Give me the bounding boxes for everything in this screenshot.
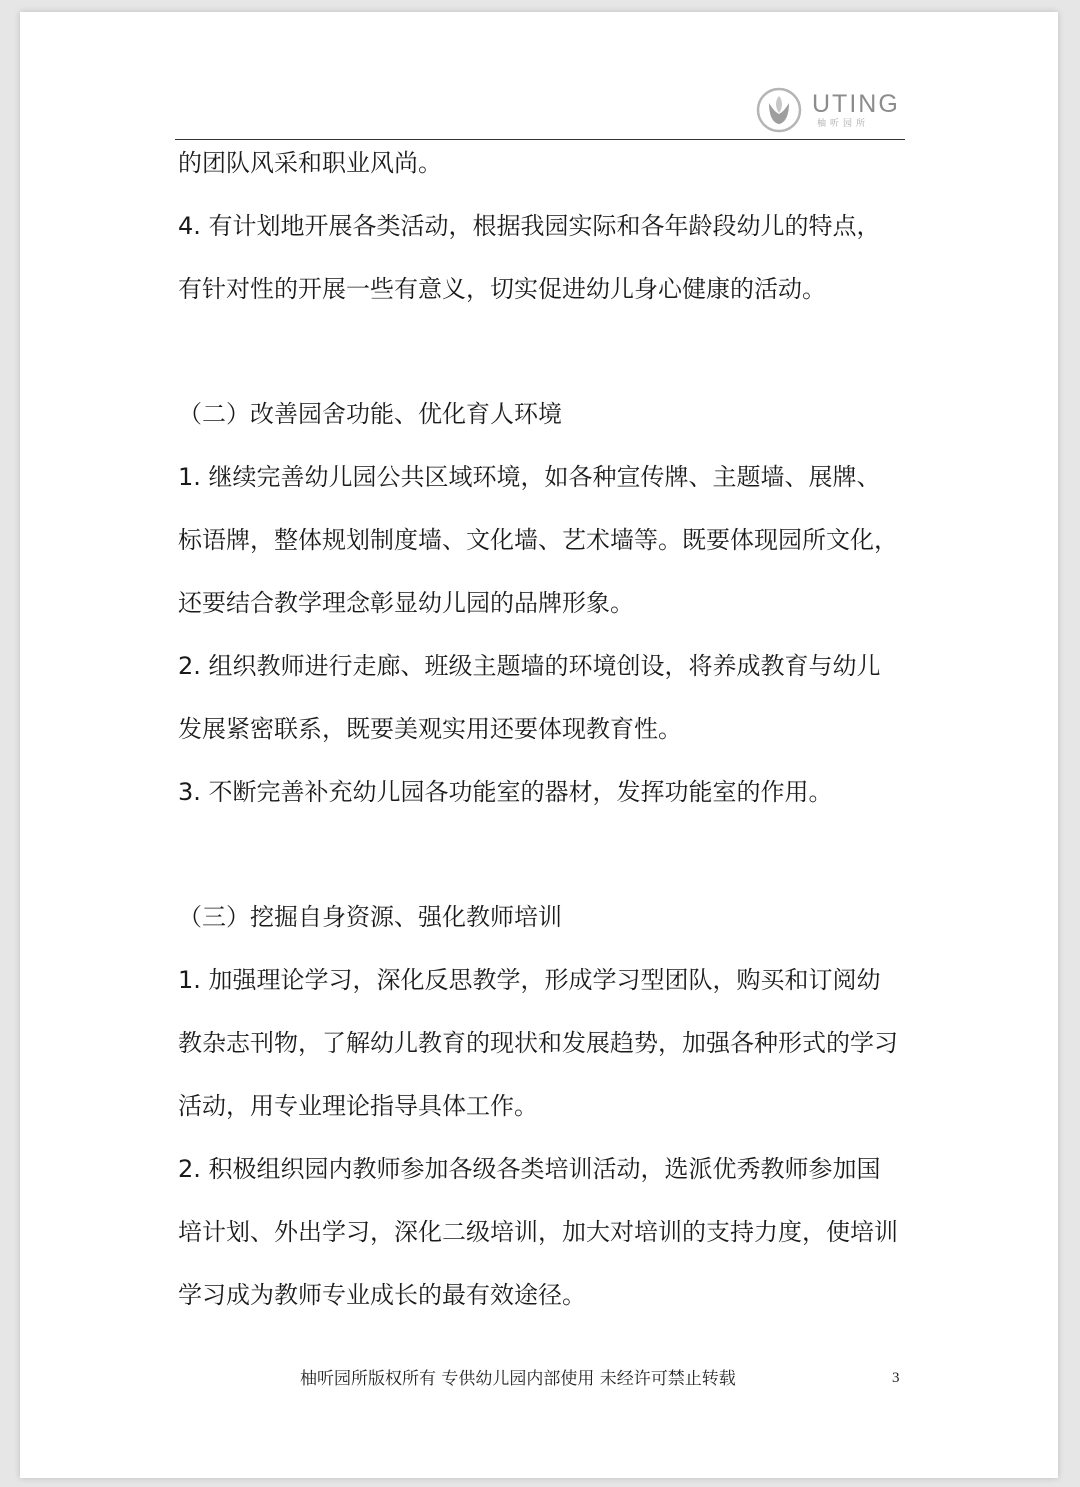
- paragraph-line: 教杂志刊物，了解幼儿教育的现状和发展趋势，加强各种形式的学习: [178, 1029, 898, 1057]
- leaf-logo-icon: [755, 86, 803, 134]
- logo: [755, 86, 905, 138]
- paragraph-line: 4. 有计划地开展各类活动，根据我园实际和各年龄段幼儿的特点，: [178, 212, 881, 240]
- paragraph-line: 2. 积极组织园内教师参加各级各类培训活动，选派优秀教师参加国: [178, 1155, 881, 1183]
- footer-copyright: 柚听园所版权所有 专供幼儿园内部使用 未经许可禁止转载: [300, 1369, 736, 1389]
- paragraph-line: 标语牌，整体规划制度墙、文化墙、艺术墙等。既要体现园所文化，: [178, 526, 898, 554]
- section-heading: （三）挖掘自身资源、强化教师培训: [178, 903, 562, 931]
- paragraph-line: 2. 组织教师进行走廊、班级主题墙的环境创设，将养成教育与幼儿: [178, 652, 881, 680]
- paragraph-line: 还要结合教学理念彰显幼儿园的品牌形象。: [178, 589, 634, 617]
- paragraph-line: 发展紧密联系，既要美观实用还要体现教育性。: [178, 715, 682, 743]
- paragraph-line: 3. 不断完善补充幼儿园各功能室的器材，发挥功能室的作用。: [178, 778, 833, 806]
- paragraph-line: 的团队风采和职业风尚。: [178, 149, 442, 177]
- section-heading: （二）改善园舍功能、优化育人环境: [178, 400, 562, 428]
- logo-text: UTING: [812, 90, 900, 118]
- paragraph-line: 1. 继续完善幼儿园公共区域环境，如各种宣传牌、主题墙、展牌、: [178, 463, 881, 491]
- paragraph-line: 1. 加强理论学习，深化反思教学，形成学习型团队，购买和订阅幼: [178, 966, 881, 994]
- page-number: 3: [892, 1370, 900, 1386]
- paragraph-line: 培计划、外出学习，深化二级培训，加大对培训的支持力度，使培训: [178, 1218, 898, 1246]
- paragraph-line: 活动，用专业理论指导具体工作。: [178, 1092, 538, 1120]
- paragraph-line: 学习成为教师专业成长的最有效途径。: [178, 1281, 586, 1309]
- logo-subtext: 柚听园所: [817, 119, 870, 129]
- header-divider: [175, 139, 905, 140]
- paragraph-line: 有针对性的开展一些有意义，切实促进幼儿身心健康的活动。: [178, 275, 826, 303]
